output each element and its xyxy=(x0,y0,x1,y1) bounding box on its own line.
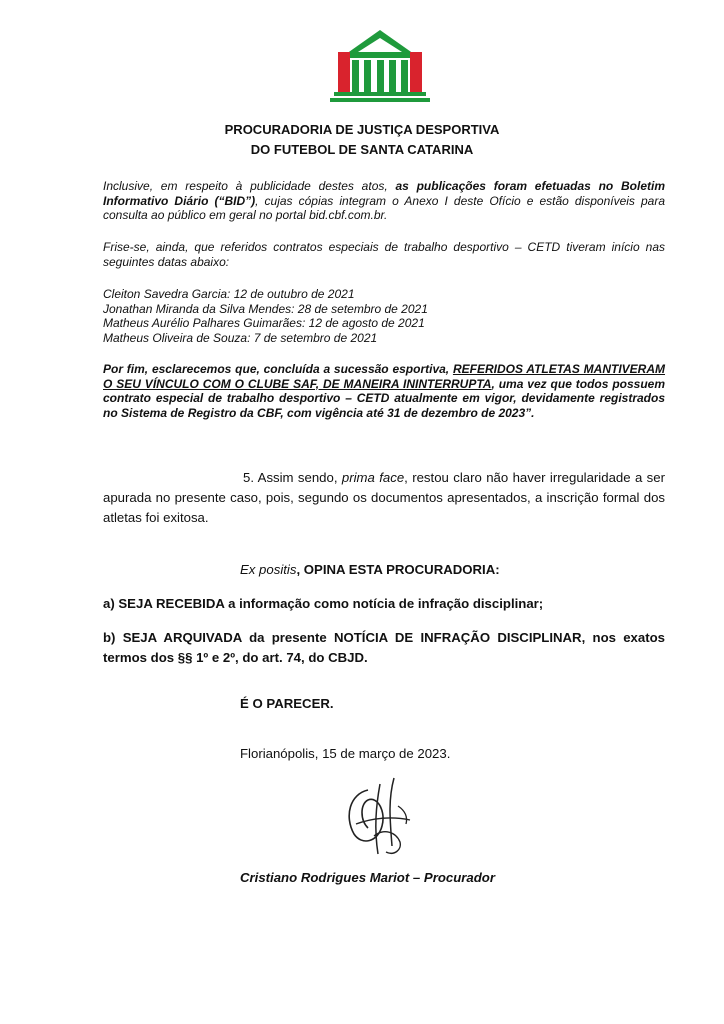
paragraph-bid-text-1: Inclusive, em respeito à publicidade destes atos, xyxy=(103,179,396,193)
item-a xyxy=(103,594,665,614)
opina-bold: , OPINA ESTA PROCURADORIA: xyxy=(296,562,500,577)
paragraph-final-text-1: Por fim, esclarecemos que, concluída a sucessão esportiva, xyxy=(103,362,453,376)
athletes-list xyxy=(103,287,665,345)
document-header xyxy=(0,120,724,160)
paragraph-final-text-2: , uma vez que todos possuem contrato especial de trabalho desportivo – CETD atualmente em vigor, devidamente registrados no Sistema de Registro da CBF, com vigência até 31 de dezembro de 2023”. xyxy=(103,376,666,420)
place-date: Florianópolis, 15 de março de 2023. xyxy=(240,746,451,761)
item-a-bold: a) SEJA RECEBIDA xyxy=(103,596,225,611)
paragraph-final-underlined: REFERIDOS ATLETAS MANTIVERAM O SEU VÍNCULO COM O CLUBE SAF, DE MANEIRA ININTERRUPTA xyxy=(103,362,665,391)
paragraph-5-text-2: , restou claro não haver irregularidade a ser apurada no presente caso, pois, segundo os documentos apresentados, a inscrição formal dos atletas foi exitosa. xyxy=(103,470,665,525)
athlete-entry: Cleiton Savedra Garcia: 12 de outubro de 2021 xyxy=(103,287,355,301)
paragraph-5-italic: prima face xyxy=(341,470,405,485)
item-b-text-1: da presente xyxy=(241,630,334,645)
item-b xyxy=(103,628,665,668)
paragraph-bid-text-2: , cujas cópias integram o Anexo I deste Ofício e estão disponíveis para consulta ao público em geral no portal bid.cbf.com.br. xyxy=(103,193,665,223)
athlete-entry: Jonathan Miranda da Silva Mendes: 28 de setembro de 2021 xyxy=(103,301,428,316)
handwritten-signature-icon xyxy=(338,776,416,860)
athlete-entry: Matheus Aurélio Palhares Guimarães: 12 de agosto de 2021 xyxy=(103,316,425,331)
signer-name: Cristiano Rodrigues Mariot – Procurador xyxy=(240,870,495,885)
opina-line xyxy=(240,560,500,580)
header-line-1: PROCURADORIA DE JUSTIÇA DESPORTIVA xyxy=(224,122,500,137)
header-line-2: DO FUTEBOL DE SANTA CATARINA xyxy=(250,142,474,157)
paragraph-5-text-1: 5. Assim sendo, xyxy=(243,470,342,485)
paragraph-bid-bold: as publicações foram efetuadas no Boletim Informativo Diário (“BID”) xyxy=(103,179,665,208)
athlete-entry: Matheus Oliveira de Souza: 7 de setembro de 2021 xyxy=(103,330,378,345)
paragraph-5 xyxy=(103,468,665,528)
item-b-bold-2: NOTÍCIA DE INFRAÇÃO DISCIPLINAR xyxy=(333,630,582,645)
paragraph-frise: Frise-se, ainda, que referidos contratos especiais de trabalho desportivo – CETD tiveram início nas seguintes datas abaixo: xyxy=(103,240,665,269)
paragraph-final xyxy=(103,362,665,420)
procuradoria-logo-icon xyxy=(330,28,430,104)
item-b-text-2: , nos exatos termos dos §§ 1º e 2º, do art. 74, do CBJD. xyxy=(103,630,665,665)
opina-italic: Ex positis xyxy=(240,562,297,577)
item-a-text: a informação como notícia de infração disciplinar; xyxy=(224,596,544,611)
item-b-bold-1: b) SEJA ARQUIVADA xyxy=(103,630,242,645)
paragraph-bid xyxy=(103,179,665,223)
parecer-line: É O PARECER. xyxy=(240,696,334,711)
